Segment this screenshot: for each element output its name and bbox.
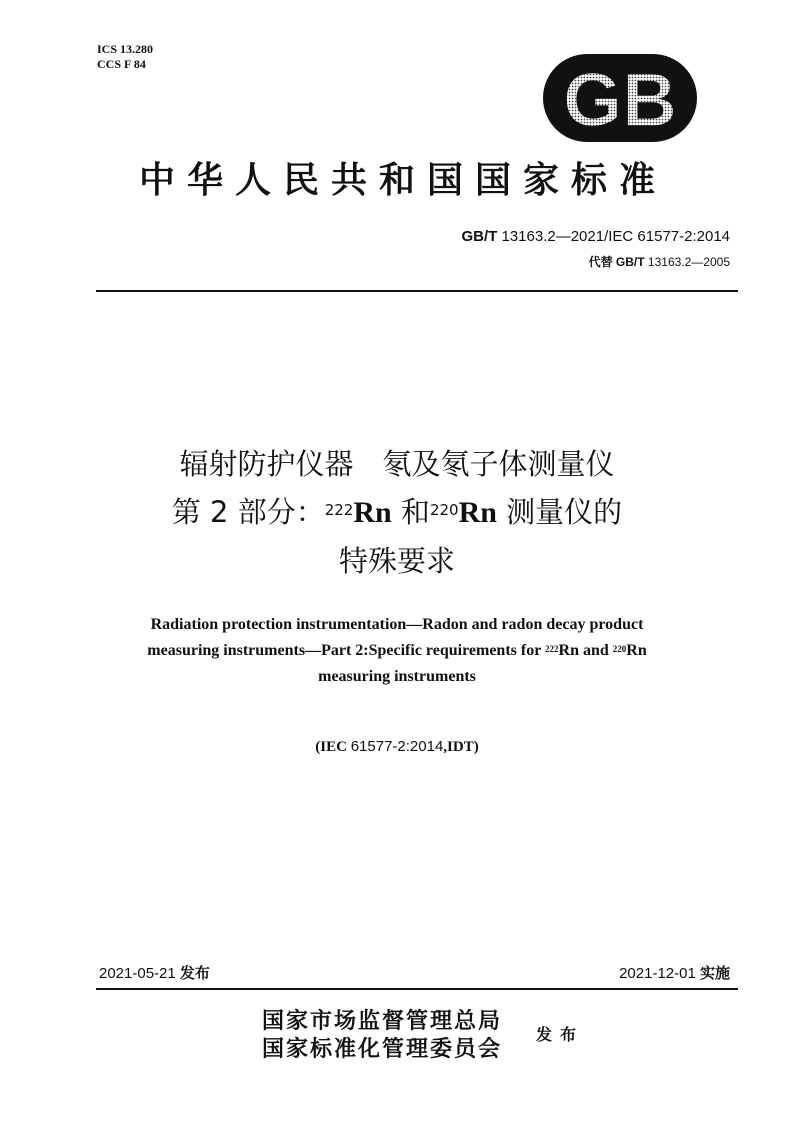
issuing-authorities	[262, 1008, 502, 1064]
issuer-samr: 国家市场监督管理总局	[262, 1009, 503, 1034]
gb-logo	[541, 52, 699, 144]
title-zh-line3: 特殊要求	[338, 544, 455, 578]
implement-date: 2021-12-01 实施	[619, 964, 730, 982]
gb-logo-text: GB	[563, 58, 677, 143]
title-english	[110, 612, 684, 690]
footer-divider	[96, 988, 738, 990]
standard-prefix: GB/T	[461, 228, 498, 245]
replaces-label: 代替 GB/T	[588, 255, 645, 269]
standard-number	[461, 228, 730, 245]
title-chinese	[0, 440, 794, 585]
issuer-sac: 国家标准化管理委员会	[262, 1037, 503, 1062]
title-en-line3: measuring instruments	[318, 668, 476, 685]
title-en-line1: Radiation protection instrumentation—Radon and radon decay product	[150, 616, 644, 633]
publish-date: 2021-05-21 发布	[99, 964, 210, 982]
ccs-code: CCS F 84	[97, 57, 146, 71]
ics-code: ICS 13.280	[97, 42, 154, 56]
classification-codes	[97, 42, 153, 72]
org-title: 中华人民共和国国家标准	[138, 160, 667, 201]
title-zh-line1: 辐射防护仪器 氡及氡子体测量仪	[179, 447, 615, 481]
equivalence-note: (IEC 61577-2:2014,IDT)	[315, 738, 479, 755]
standard-number-value: 13163.2—2021/IEC 61577-2:2014	[501, 228, 730, 245]
replaces-number: 13163.2—2005	[647, 255, 730, 269]
issue-label: 发布	[536, 1025, 585, 1044]
header-divider	[96, 290, 738, 292]
title-en-line2: measuring instruments—Part 2:Specific requirements for $^{222}$Rn and $^{220}$Rn	[147, 642, 647, 659]
title-zh-line2: 第 2 部分：$^{222}$Rn 和$^{220}$Rn 测量仪的	[171, 495, 623, 529]
replaces-standard	[589, 253, 730, 270]
